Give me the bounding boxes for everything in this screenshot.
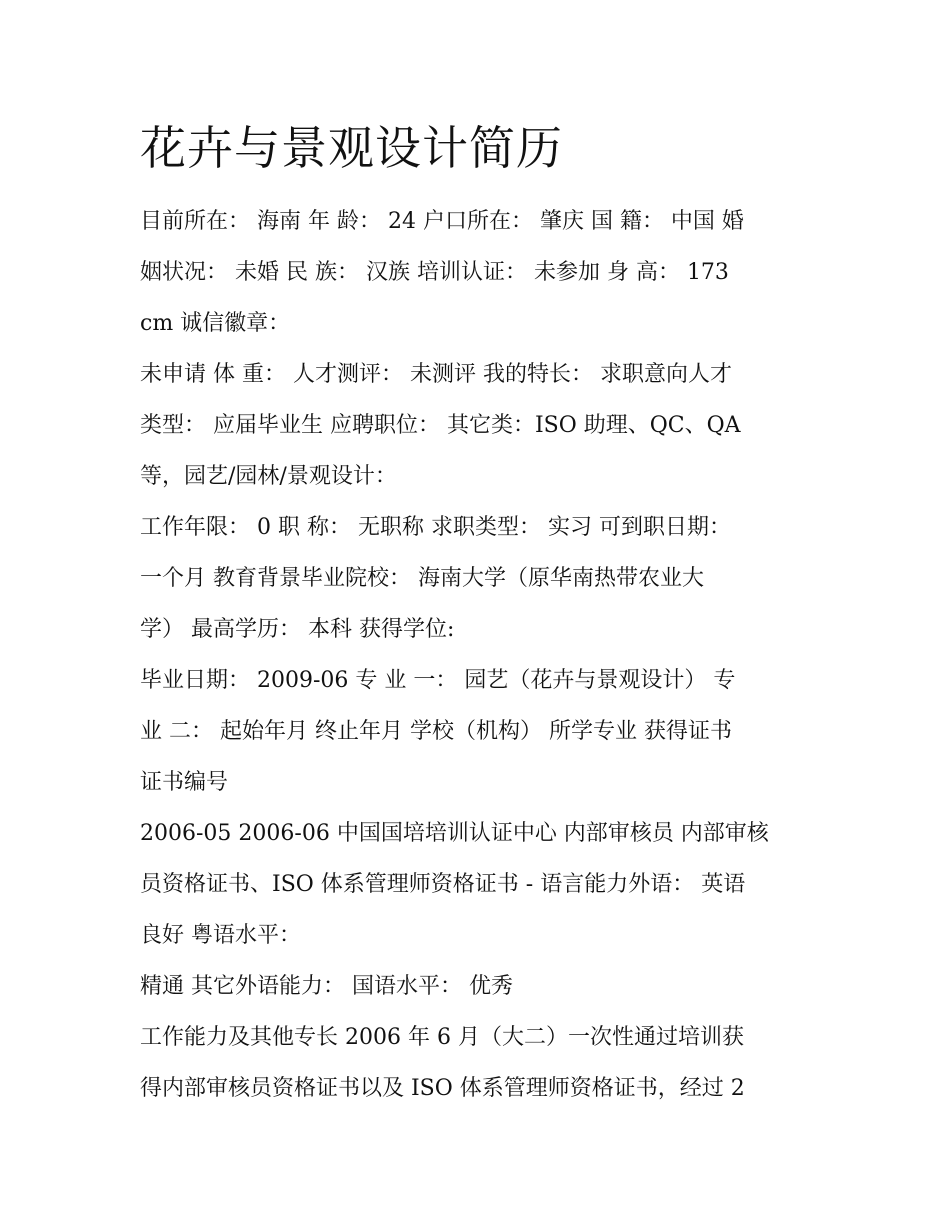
text-line: 员资格证书、ISO 体系管理师资格证书 - 语言能力外语： 英语 bbox=[140, 872, 746, 897]
text-line: 等，园艺/园林/景观设计： bbox=[140, 464, 397, 489]
text-line: 一个月 教育背景毕业院校： 海南大学（原华南热带农业大 bbox=[140, 566, 704, 591]
text-line: 学） 最高学历： 本科 获得学位: bbox=[140, 617, 455, 642]
text-line: 得内部审核员资格证书以及 ISO 体系管理师资格证书，经过 2 bbox=[140, 1076, 745, 1101]
text-line: 证书编号 bbox=[140, 770, 229, 795]
text-line: 姻状况： 未婚 民 族： 汉族 培训认证： 未参加 身 高： 173 bbox=[140, 260, 729, 285]
text-line: 未申请 体 重： 人才测评： 未测评 我的特长： 求职意向人才 bbox=[140, 362, 732, 387]
text-line: 毕业日期： 2009-06 专 业 一： 园艺（花卉与景观设计） 专 bbox=[140, 668, 736, 693]
text-line: 目前所在： 海南 年 龄： 24 户口所在： 肇庆 国 籍： 中国 婚 bbox=[140, 209, 744, 234]
text-line: 精通 其它外语能力： 国语水平： 优秀 bbox=[140, 974, 513, 999]
text-line: 类型： 应届毕业生 应聘职位： 其它类：ISO 助理、QC、QA bbox=[140, 413, 741, 438]
text-line: 良好 粤语水平： bbox=[140, 923, 301, 948]
resume-body bbox=[140, 196, 810, 1114]
text-line: cm 诚信徽章： bbox=[140, 311, 291, 336]
text-line: 业 二： 起始年月 终止年月 学校（机构） 所学专业 获得证书 bbox=[140, 719, 732, 744]
document-title: 花卉与景观设计简历 bbox=[140, 121, 563, 175]
text-line: 2006-05 2006-06 中国国培培训认证中心 内部审核员 内部审核 bbox=[140, 821, 769, 846]
text-line: 工作能力及其他专长 2006 年 6 月（大二）一次性通过培训获 bbox=[140, 1025, 744, 1050]
text-line: 工作年限： 0 职 称： 无职称 求职类型： 实习 可到职日期： bbox=[140, 515, 731, 540]
